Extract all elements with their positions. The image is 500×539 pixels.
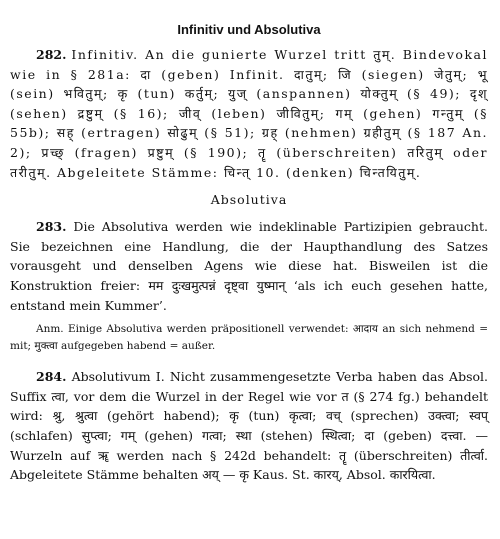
paragraph-283-text: Die Absolutiva werden wie indeklinable Partizipien gebraucht. Sie bezeichnen eine Handlung, die der Haupthandlung des Satzes vorausgeht und denselben Agens wie diese hat. Bisweilen ist die Konstruktion freier: मम दुःखमुत्पन्नं दृष्ट्वा युष्मान् ‘als ich euch gesehen hatte, entstand mein Kummer’. (10, 219, 488, 313)
paragraph-282 (10, 45, 488, 182)
page-header: Infinitiv und Absolutiva (177, 22, 321, 37)
paragraph-284-text: Absolutivum I. Nicht zusammengesetzte Verba haben das Absol. Suffix त्वा, vor dem die Wurzel in der Regel wie vor त (§ 274 fg.) behandelt wird: श्रु, श्रुत्वा (gehört habend); कृ (tun) कृत्वा; वच् (sprechen) उक्त्वा; स्वप् (schlafen) सुप्त्वा; गम् (gehen) गत्वा; स्था (stehen) स्थित्वा; दा (geben) दत्त्वा. — Wurzeln auf ॠ werden nach § 242d behandelt: तॄ (überschreiten) तीर्त्वा. Abgeleitete Stämme behalten अय् — कृ Kaus. St. कारय्, Absol. कारयित्वा. (10, 369, 488, 483)
section-number-284: 284. (36, 369, 67, 385)
section-number-282: 282. (36, 47, 67, 62)
paragraph-284 (10, 367, 488, 485)
section-heading-absolutiva: Absolutiva (210, 192, 288, 208)
section-number-283: 283. (36, 219, 67, 235)
paragraph-282-text: Infinitiv. An die gunierte Wurzel tritt तुम्. Bindevokal wie in § 281a: दा (geben) Infinit. दातुम्; जि (siegen) जेतुम्; भू (sein) भवितुम्; कृ (tun) कर्तुम्; युज् (anspannen) योक्तुम् (§ 49); दृश् (sehen) द्रष्टुम् (§ 16); जीव् (leben) जीवितुम्; गम् (gehen) गन्तुम् (§ 55b); सह् (ertragen) सोढुम् (§ 51); ग्रह् (nehmen) ग्रहीतुम् (§ 187 An. 2); प्रच्छ् (fragen) प्रष्टुम् (§ 190); तॄ (überschreiten) तरितुम् oder तरीतुम्. Abgeleitete Stämme: चिन्त् 10. (denken) चिन्तयितुम्. (10, 47, 488, 180)
note-283: Anm. Einige Absolutiva werden präpositionell verwendet: आदाय an sich nehmend = mit; मुक्त्वा aufgegeben habend = außer. (10, 323, 488, 353)
paragraph-283 (10, 217, 488, 315)
